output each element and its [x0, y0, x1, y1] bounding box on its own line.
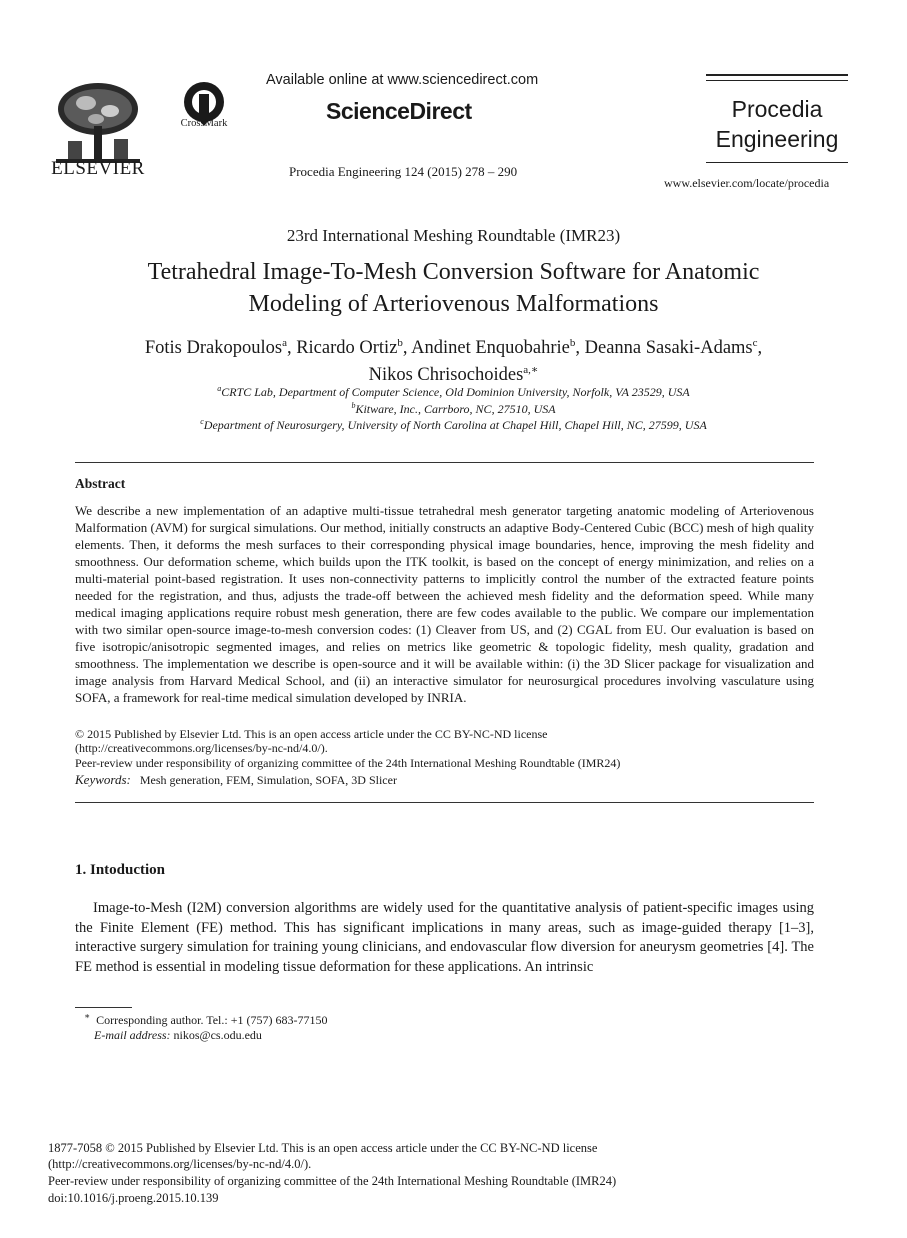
- affiliation: [60, 417, 847, 433]
- author-name: Nikos Chrisochoides: [368, 365, 524, 386]
- footer-peer-review: Peer-review under responsibility of organizing committee of the 24th International Meshing Roundtable (IMR24): [48, 1174, 617, 1188]
- affiliation: [60, 401, 847, 417]
- author-separator: ,: [402, 338, 412, 359]
- journal-box-rule: [706, 162, 848, 163]
- footnote-rule: [75, 1007, 132, 1008]
- abstract-bottom-rule: [75, 802, 814, 803]
- journal-box-rule: [706, 74, 848, 76]
- affiliation-mark: c: [200, 417, 204, 426]
- author-affiliation-mark: a,∗: [523, 364, 539, 377]
- footnote-email: [94, 1028, 262, 1043]
- author-affiliation-mark: b: [397, 337, 403, 349]
- abstract-license-link[interactable]: (http://creativecommons.org/licenses/by-nc-nd/4.0/).: [75, 741, 328, 755]
- author-affiliation-mark: c: [752, 337, 758, 349]
- affiliation: [60, 384, 847, 400]
- affiliation-text: CRTC Lab, Department of Computer Science, Old Dominion University, Norfolk, VA 23529, USA: [221, 385, 690, 399]
- author-affiliation-mark: b: [569, 337, 576, 349]
- publisher-name: ELSEVIER: [51, 158, 145, 179]
- footnote-corresponding: [84, 1011, 327, 1028]
- footnote-email-label: E-mail address:: [94, 1028, 171, 1042]
- available-online-text: Available online at www.sciencedirect.com: [266, 72, 539, 88]
- abstract-peer-review: Peer-review under responsibility of organizing committee of the 24th International Meshing Roundtable (IMR24): [75, 756, 621, 770]
- journal-name-line: Engineering: [715, 126, 839, 152]
- journal-url-link[interactable]: www.elsevier.com/locate/procedia: [664, 176, 830, 190]
- section-heading-introduction: 1. Intoduction: [75, 862, 166, 878]
- footnote-corresponding-text: Corresponding author. Tel.: +1 (757) 683-77150: [96, 1013, 328, 1027]
- crossmark-label: CrossMark: [180, 118, 228, 129]
- author-separator: ,: [286, 338, 297, 359]
- journal-name-line: Procedia: [731, 96, 823, 122]
- abstract-top-rule: [75, 462, 814, 463]
- author-name: Deanna Sasaki-Adams: [584, 338, 753, 359]
- footer-copyright: 1877-7058 © 2015 Published by Elsevier Ltd. This is an open access article under the CC BY-NC-ND license: [48, 1141, 598, 1155]
- footnote-email-address[interactable]: nikos@cs.odu.edu: [173, 1028, 262, 1042]
- paper-title: [60, 256, 847, 320]
- journal-reference: Procedia Engineering 124 (2015) 278 – 290: [289, 164, 518, 179]
- author-name: Andinet Enquobahrie: [411, 338, 570, 359]
- footer-doi[interactable]: doi:10.1016/j.proeng.2015.10.139: [48, 1191, 219, 1205]
- author-list: [60, 332, 847, 386]
- author-affiliation-mark: a: [282, 337, 287, 349]
- abstract-body: We describe a new implementation of an adaptive multi-tissue tetrahedral mesh generator targeting anatomic modeling of Arteriovenous Malformation (AVM) for surgical simulations. Our method, initially constructs an adaptive Body-Centered Cubic (BCC) mesh of high quality elements. Then, it deforms the mesh surfaces to their corresponding physical image boundaries, hence, improving the mesh fidelity and smoothness. Our deformation scheme, which builds upon the ITK toolkit, is based on the concept of energy minimization, and relies on a multi-material point-based registration. It uses non-connectivity patterns to implicitly control the number of the extracted feature points needed for the registration, and thus, adjusts the trade-off between the achieved mesh fidelity and the deformation speed. While many medical imaging applications require robust mesh generation, there are few codes available to the public. We compare our implementation with two similar open-source image-to-mesh conversion codes: (1) Cleaver from US, and (2) CGAL from EU. Our evaluation is based on five isotropic/anisotropic segmented images, and relies on metrics like geometric & topologic fidelity, mesh quality, gradation and smoothness. The implementation we describe is open-source and it will be available within: (i) the 3D Slicer package for visualization and image analysis from Harvard Medical School, and (ii) an interactive simulator for neurosurgical procedures involving vasculature using SOFA, a framework for real-time medical simulation developed by INRIA.: [75, 503, 814, 705]
- paper-title-line: Modeling of Arteriovenous Malformations: [248, 291, 659, 317]
- author-name: Fotis Drakopoulos: [144, 338, 283, 359]
- footer-license-link[interactable]: (http://creativecommons.org/licenses/by-nc-nd/4.0/).: [48, 1157, 312, 1171]
- keywords-label: Keywords:: [75, 772, 131, 787]
- author-separator: ,: [757, 338, 763, 359]
- affiliation-text: Department of Neurosurgery, University of North Carolina at Chapel Hill, Chapel Hill, NC, 27599, USA: [203, 418, 707, 432]
- keywords-line: [75, 772, 397, 788]
- author-name: Ricardo Ortiz: [296, 338, 398, 359]
- sciencedirect-logo-text: ScienceDirect: [326, 98, 472, 124]
- footnote-marker: ∗: [84, 1011, 91, 1021]
- affiliation-mark: b: [351, 401, 356, 410]
- introduction-body: Image-to-Mesh (I2M) conversion algorithms are widely used for the quantitative analysis of patient-specific images using the Finite Element (FE) method. This has significant implications in many areas, such as image-guided therapy [1–3], interactive surgery simulation for training young clinicians, and endovascular flow diversion for aneurysm geometries [4]. The FE method is essential in modeling tissue deformation for these applications. An intrinsic: [75, 900, 814, 975]
- author-separator: ,: [575, 338, 585, 359]
- abstract-heading: Abstract: [75, 476, 126, 491]
- journal-name: [706, 94, 848, 154]
- affiliation-mark: a: [217, 384, 222, 393]
- journal-box-rule: [706, 80, 848, 81]
- abstract-copyright: © 2015 Published by Elsevier Ltd. This is an open access article under the CC BY-NC-ND license: [75, 727, 548, 741]
- affiliation-text: Kitware, Inc., Carrboro, NC, 27510, USA: [355, 402, 556, 416]
- paper-title-line: Tetrahedral Image-To-Mesh Conversion Software for Anatomic: [147, 259, 760, 285]
- keywords-list: Mesh generation, FEM, Simulation, SOFA, 3D Slicer: [139, 773, 397, 787]
- conference-name: 23rd International Meshing Roundtable (IMR23): [286, 226, 621, 245]
